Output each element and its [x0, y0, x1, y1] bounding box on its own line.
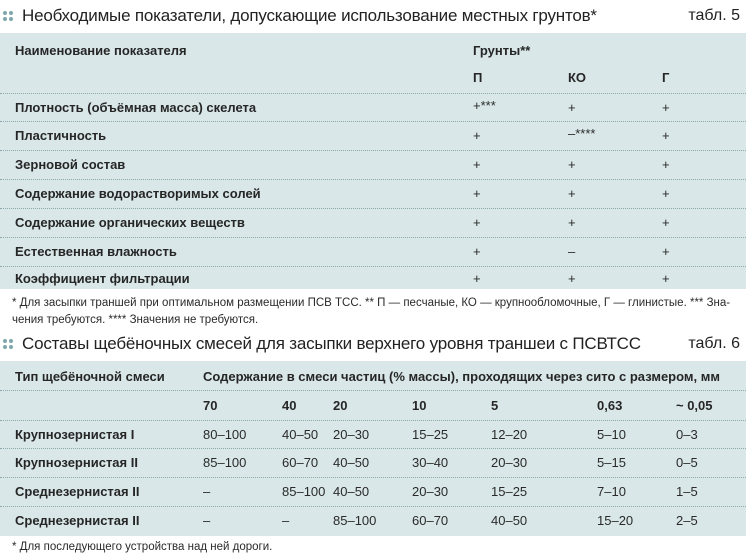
table6-header-type: Тип щебёночной смеси [15, 369, 165, 384]
table6-size: ~ 0,05 [676, 398, 713, 413]
table-row [0, 94, 746, 122]
table-row [0, 151, 746, 180]
table5-cell: + [662, 186, 670, 201]
table5-cell: + [568, 100, 576, 115]
table6-cell: 20–30 [412, 484, 449, 499]
table5-row-name: Плотность (объёмная масса) скелета [15, 100, 257, 115]
table6-cell: 1–5 [676, 484, 698, 499]
table5-row-name: Зерновой состав [15, 157, 126, 172]
table5-col-ko: КО [568, 70, 587, 85]
table6-cell: 15–25 [491, 484, 528, 499]
table6-tag: табл. 6 [688, 335, 740, 352]
table6-cell: 60–70 [282, 455, 319, 470]
table6-title: Составы щебёночных смесей для засыпки верхнего уровня траншеи с ПСВТСС [22, 334, 641, 353]
table5-row-name: Содержание органических веществ [15, 215, 245, 230]
table5-footnote-2: чения требуются. **** Значения не требуются. [12, 314, 259, 326]
table5-cell: + [473, 215, 481, 230]
table5-row-name: Естественная влажность [15, 244, 177, 259]
table6-row-name: Среднезернистая II [15, 484, 140, 499]
table5-title-row [0, 5, 746, 27]
table5-cell: + [662, 157, 670, 172]
table6-cell: 30–40 [412, 455, 449, 470]
table6-cell: – [282, 513, 290, 528]
table6-size: 10 [412, 398, 427, 413]
table5-cell: + [473, 244, 481, 259]
table6-row-name: Крупнозернистая I [15, 427, 135, 442]
table6-cell: 20–30 [491, 455, 528, 470]
bullet-dots-icon [3, 339, 15, 349]
table5-cell: + [662, 100, 670, 115]
table6-cell: 15–25 [412, 427, 449, 442]
table5-cell: + [568, 157, 576, 172]
table5-cell: + [568, 186, 576, 201]
table5-cell: – [568, 244, 576, 259]
table5-col-g: Г [662, 70, 670, 85]
table5-cell: + [662, 244, 670, 259]
table-row [0, 421, 746, 449]
table5-footnote-1: * Для засыпки траншей при оптимальном размещении ПСВ ТСС. ** П — песчаные, КО — крупнообломочные, Г — глинистые. *** Зна- [12, 297, 731, 309]
table6-cell: 7–10 [597, 484, 626, 499]
table5-header-row [0, 33, 746, 94]
table6-header-row [0, 361, 746, 391]
table6-size: 20 [333, 398, 348, 413]
table5-cell: + [662, 271, 670, 286]
table6-cell: 20–30 [333, 427, 370, 442]
table6-cell: 60–70 [412, 513, 449, 528]
table5-cell: + [568, 215, 576, 230]
table-row [0, 478, 746, 507]
table6-sizes-row [0, 391, 746, 421]
table5-row-name: Коэффициент фильтрации [15, 271, 190, 286]
table6-cell: 5–15 [597, 455, 626, 470]
table5-cell: + [473, 271, 481, 286]
table6-cell: 40–50 [282, 427, 319, 442]
table-row [0, 238, 746, 267]
table6-cell: 40–50 [491, 513, 528, 528]
table5-cell: + [568, 271, 576, 286]
table5-cell: + [473, 157, 481, 172]
table6-cell: 2–5 [676, 513, 698, 528]
table6-footnote: * Для последующего устройства над ней дороги. [12, 541, 273, 553]
table6-cell: 15–20 [597, 513, 634, 528]
table5-header-group: Грунты** [473, 43, 531, 58]
table6-cell: 12–20 [491, 427, 528, 442]
table-row [0, 267, 746, 289]
table-row [0, 180, 746, 209]
table6-row-name: Среднезернистая II [15, 513, 140, 528]
table-row [0, 507, 746, 536]
table5-header-name: Наименование показателя [15, 43, 187, 58]
table5-title: Необходимые показатели, допускающие использование местных грунтов* [22, 6, 597, 25]
table6-cell: 0–5 [676, 455, 698, 470]
table6-row-name: Крупнозернистая II [15, 455, 138, 470]
table5-cell: + [473, 128, 481, 143]
table6-cell: 5–10 [597, 427, 626, 442]
table6-cell: 80–100 [203, 427, 247, 442]
table6-size: 5 [491, 398, 499, 413]
table5-tag: табл. 5 [688, 7, 740, 24]
table6-body [0, 361, 746, 536]
table5-cell: +*** [473, 98, 496, 113]
table6-cell: 85–100 [333, 513, 377, 528]
table5-cell: + [662, 128, 670, 143]
table6-cell: 0–3 [676, 427, 698, 442]
table6-header-group: Содержание в смеси частиц (% массы), проходящих через сито с размером, мм [203, 369, 720, 384]
table6-size: 40 [282, 398, 297, 413]
table5-cell: + [662, 215, 670, 230]
table5-cell: –**** [568, 126, 596, 141]
table6-cell: 85–100 [282, 484, 326, 499]
table6-cell: – [203, 484, 211, 499]
table6-cell: 85–100 [203, 455, 247, 470]
table5-header [0, 33, 746, 289]
table-row [0, 449, 746, 478]
bullet-dots-icon [3, 11, 15, 21]
table5-col-p: П [473, 70, 483, 85]
table6-size: 0,63 [597, 398, 623, 413]
table6-cell: – [203, 513, 211, 528]
table5-cell: + [473, 186, 481, 201]
table6-cell: 40–50 [333, 484, 370, 499]
table6-cell: 40–50 [333, 455, 370, 470]
table-row [0, 209, 746, 238]
table6-title-row [0, 333, 746, 355]
table5-row-name: Содержание водорастворимых солей [15, 186, 261, 201]
table-row [0, 122, 746, 151]
table6-size: 70 [203, 398, 218, 413]
table5-row-name: Пластичность [15, 128, 107, 143]
